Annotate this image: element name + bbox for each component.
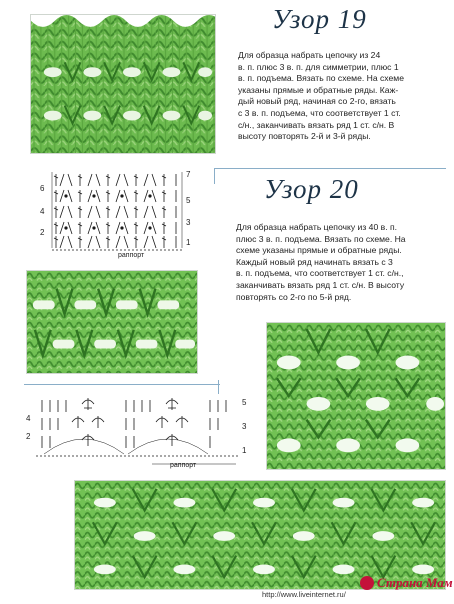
row-number: 5 xyxy=(186,196,191,205)
pattern-19-title: Узор 19 xyxy=(272,4,367,34)
row-number: 2 xyxy=(26,432,31,441)
repeat-label: раппорт xyxy=(170,462,197,469)
description-line: в. п. подъема, что соответствует 1 ст. с/н., xyxy=(236,268,404,279)
row-number: 1 xyxy=(186,238,191,247)
section-divider xyxy=(24,384,220,385)
row-number: 4 xyxy=(26,414,31,423)
description-line: плюс 3 в. п. подъема. Вязать по схеме. На xyxy=(236,233,406,244)
description-line: Для образца набрать цепочку из 40 в. п. xyxy=(236,222,398,232)
row-number: 3 xyxy=(242,422,247,431)
row-number: 1 xyxy=(242,446,247,455)
pattern-20-swatch-photo xyxy=(74,480,446,590)
section-divider xyxy=(218,380,219,394)
section-divider xyxy=(214,168,215,184)
watermark-logo: Страна Мам xyxy=(377,575,453,590)
pattern-20-chart-symbols xyxy=(24,394,256,474)
row-number: 6 xyxy=(40,184,45,193)
row-number: 5 xyxy=(242,398,247,407)
description-line: с/н., заканчивать вязать ряд 1 ст. с/н. В xyxy=(238,119,395,130)
description-line: Каждый новый ряд начинать вязать с 3 xyxy=(236,256,393,267)
description-line: Для образца набрать цепочку из 24 xyxy=(238,50,381,60)
row-number: 7 xyxy=(186,170,191,179)
pattern-20-chart-diagram xyxy=(24,394,256,474)
pattern-19-swatch-closeup xyxy=(26,270,198,374)
row-number: 3 xyxy=(186,218,191,227)
description-line: высоту повторять 2-й и 3-й ряды. xyxy=(238,131,371,142)
description-line: с 3 в. п. подъема, что соответствует 1 ст. xyxy=(238,107,401,118)
pattern-19-chart-symbols xyxy=(36,166,196,258)
description-line: в. п. подъема. Вязать по схеме. На схеме xyxy=(238,73,404,84)
repeat-label: раппорт xyxy=(118,252,145,259)
watermark-url: http://www.liveinternet.ru/ xyxy=(262,590,346,599)
pattern-20-swatch-closeup xyxy=(266,322,446,470)
row-number: 4 xyxy=(40,207,45,216)
pattern-20-description xyxy=(236,222,406,303)
description-line: схеме указаны прямые и обратные ряды. xyxy=(236,245,402,256)
pattern-20-title: Узор 20 xyxy=(264,174,359,204)
pattern-19-description xyxy=(238,50,404,143)
pattern-19-chart-diagram xyxy=(36,166,196,258)
logo-icon xyxy=(360,576,374,590)
description-line: в. п. плюс 3 в. п. для симметрии, плюс 1 xyxy=(238,61,399,72)
description-line: повторять со 2-го по 5-й ряд. xyxy=(236,291,352,302)
pattern-19-swatch-photo xyxy=(30,14,216,154)
section-divider xyxy=(214,168,446,169)
row-number: 2 xyxy=(40,228,45,237)
description-line: дый новый ряд, начиная со 2-го, вязать xyxy=(238,96,396,107)
description-line: заканчивать вязать ряд 1 ст. с/н. В высоту xyxy=(236,279,405,290)
description-line: указаны прямые и обратные ряды. Каж- xyxy=(238,84,399,95)
